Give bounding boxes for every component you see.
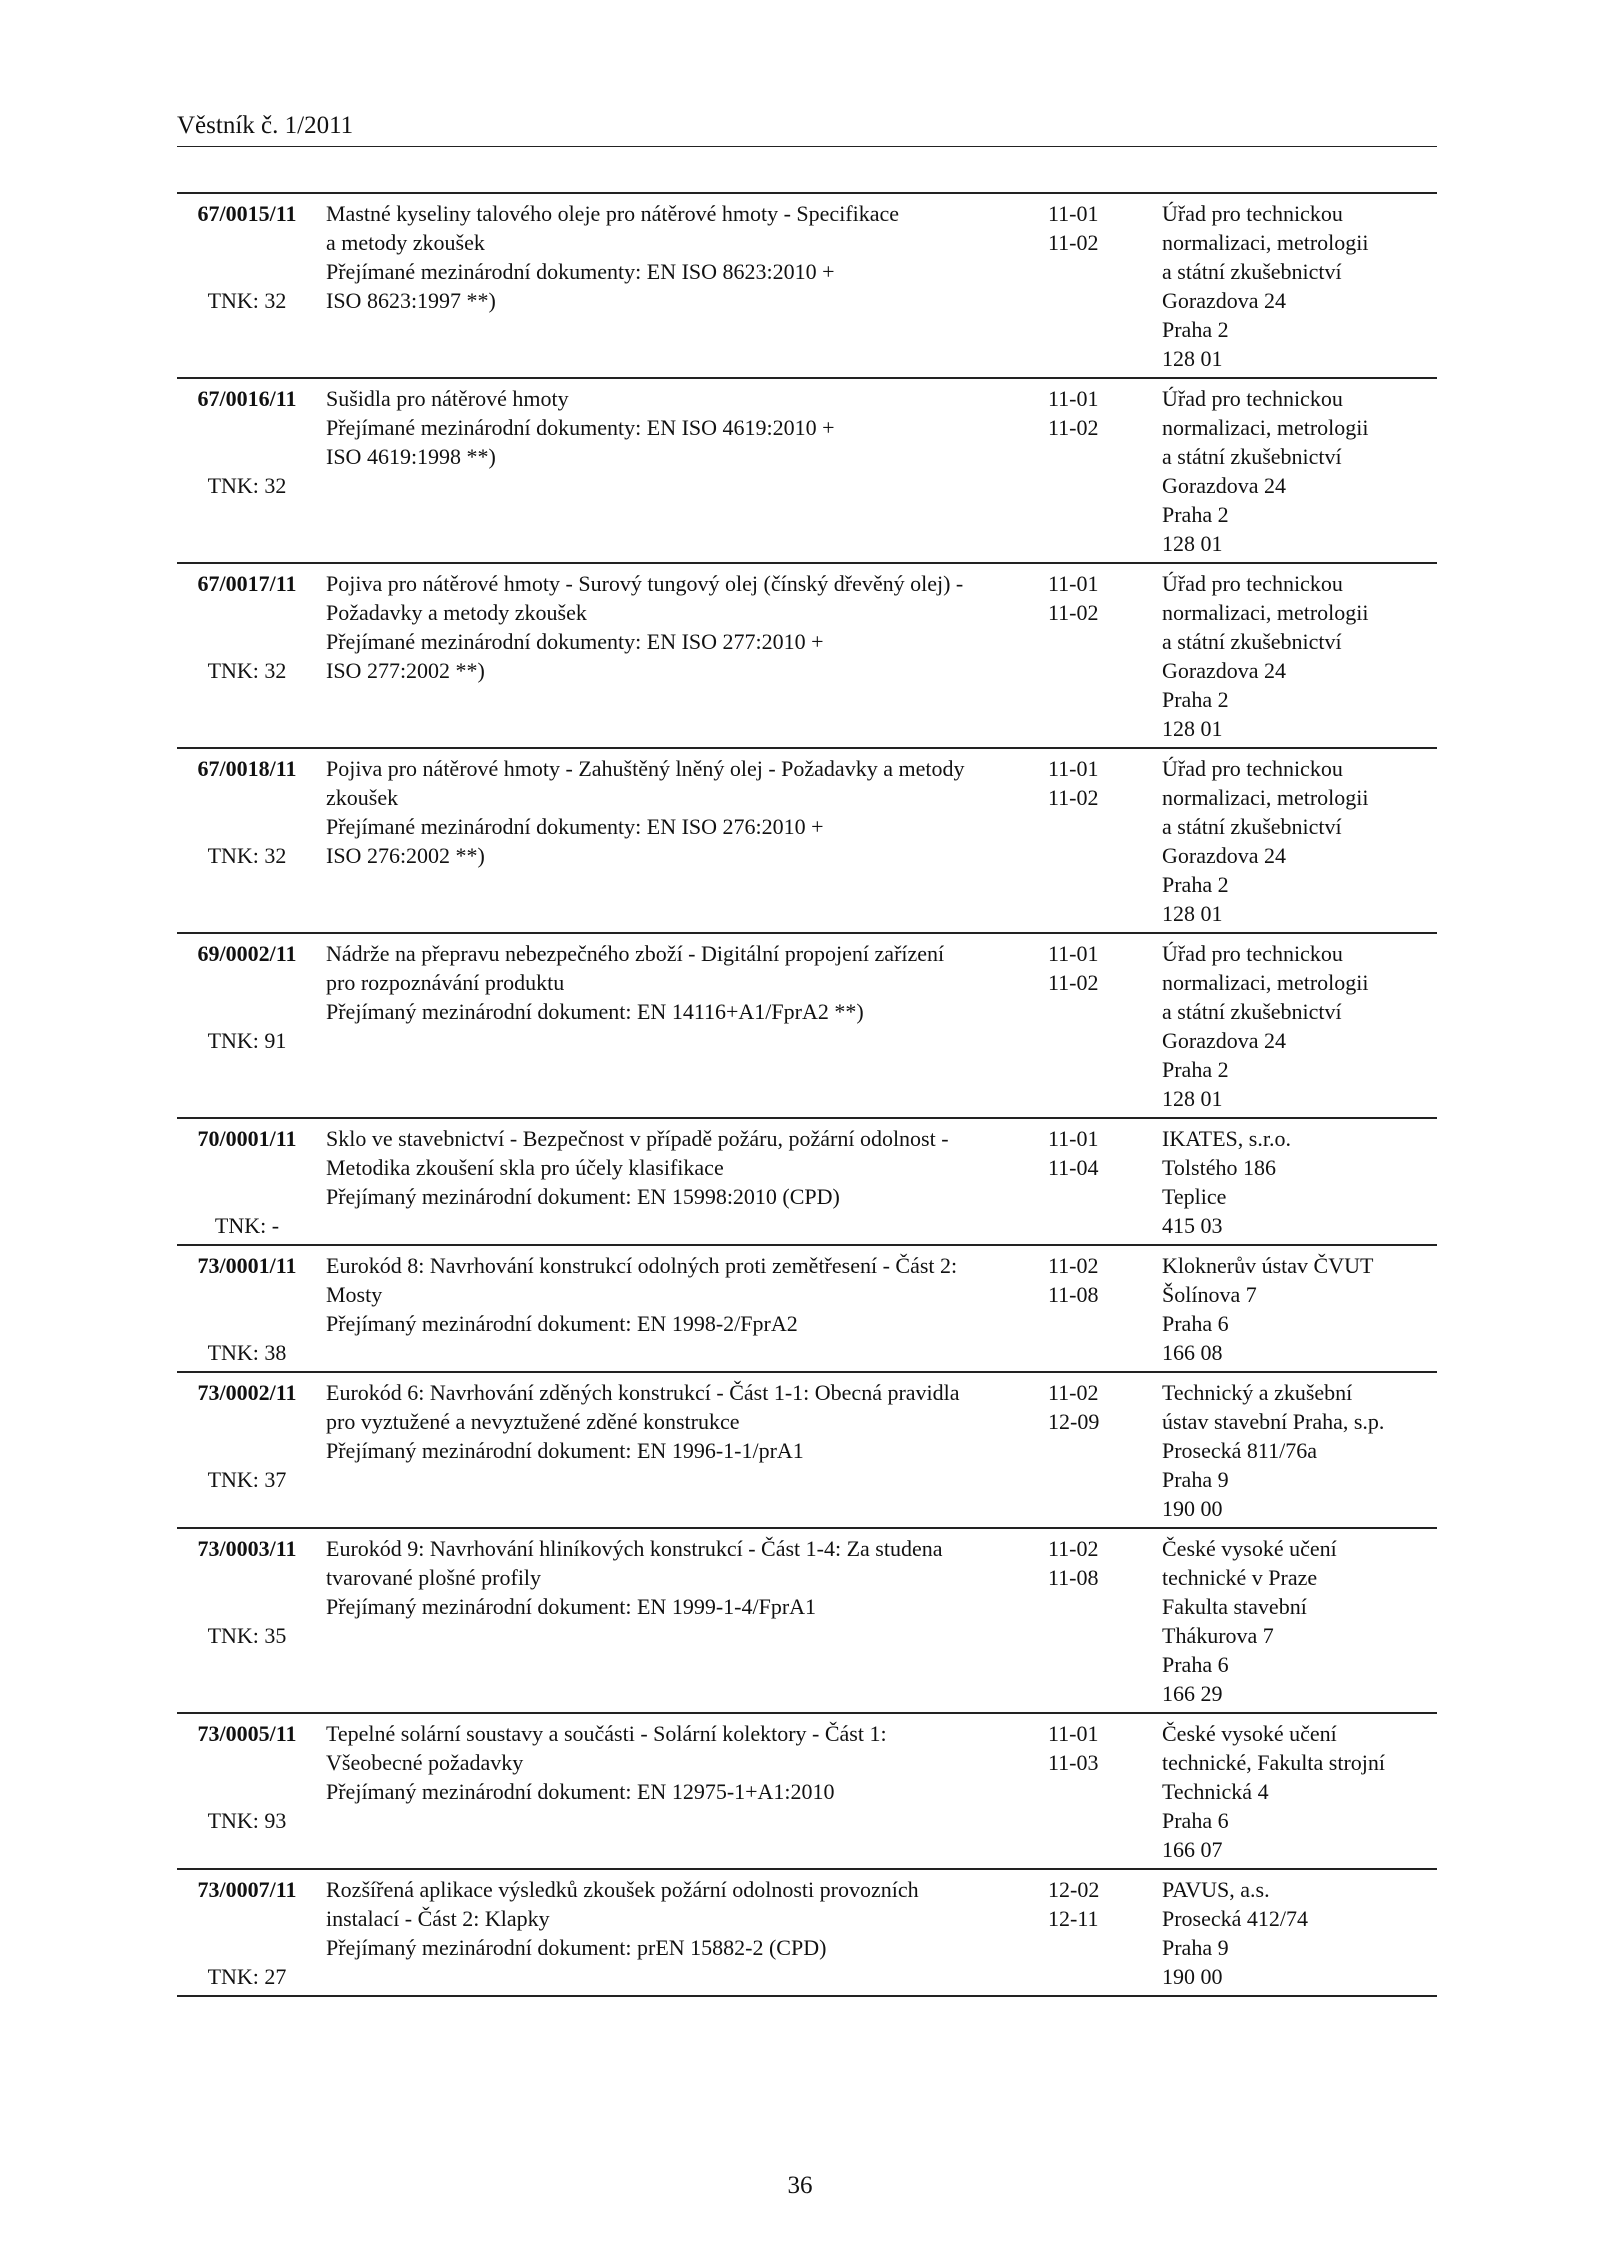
- description-line: Přejímané mezinárodní dokumenty: EN ISO 8623:2010 +: [326, 259, 835, 284]
- organization-line: ústav stavební Praha, s.p.: [1162, 1409, 1385, 1434]
- standard-id: 73/0001/11: [197, 1253, 297, 1278]
- organization-line: Praha 9: [1162, 1935, 1229, 1960]
- tnk-label: TNK: 38: [207, 1340, 287, 1365]
- organization-line: 128 01: [1162, 1086, 1223, 1111]
- description-line: Přejímaný mezinárodní dokument: EN 15998:2010 (CPD): [326, 1184, 840, 1209]
- dates-cell: [1048, 1875, 1162, 1991]
- table-row: [177, 564, 1437, 749]
- tnk-label: TNK: 91: [207, 1028, 287, 1053]
- standard-id: 70/0001/11: [197, 1126, 297, 1151]
- tnk-label: TNK: 37: [207, 1467, 287, 1492]
- organization-line: normalizaci, metrologii: [1162, 970, 1369, 995]
- description-line: tvarované plošné profily: [326, 1565, 542, 1590]
- standard-id: 73/0002/11: [197, 1380, 297, 1405]
- organization-cell: [1162, 939, 1437, 1113]
- description-line: Metodika zkoušení skla pro účely klasifikace: [326, 1155, 724, 1180]
- description-line: a metody zkoušek: [326, 230, 485, 255]
- organization-line: IKATES, s.r.o.: [1162, 1126, 1291, 1151]
- organization-line: technické v Praze: [1162, 1565, 1318, 1590]
- organization-line: technické, Fakulta strojní: [1162, 1750, 1385, 1775]
- standard-id: 67/0015/11: [197, 201, 297, 226]
- description-cell: [317, 1719, 1048, 1864]
- organization-line: Úřad pro technickou: [1162, 201, 1343, 226]
- header-rule: [177, 146, 1437, 147]
- dates-cell: [1048, 1378, 1162, 1523]
- tnk-label: TNK: 35: [207, 1623, 287, 1648]
- organization-line: Praha 2: [1162, 1057, 1229, 1082]
- organization-line: 166 29: [1162, 1681, 1223, 1706]
- date-line: 11-08: [1048, 1565, 1099, 1590]
- standard-id: 73/0007/11: [197, 1877, 297, 1902]
- description-line: Eurokód 9: Navrhování hliníkových konstrukcí - Část 1-4: Za studena: [326, 1536, 943, 1561]
- organization-line: a státní zkušebnictví: [1162, 999, 1342, 1024]
- description-line: Sklo ve stavebnictví - Bezpečnost v případě požáru, požární odolnost -: [326, 1126, 949, 1151]
- organization-line: normalizaci, metrologii: [1162, 600, 1369, 625]
- standard-id: 69/0002/11: [197, 941, 297, 966]
- description-line: Přejímané mezinárodní dokumenty: EN ISO 277:2010 +: [326, 629, 824, 654]
- organization-cell: [1162, 1875, 1437, 1991]
- dates-cell: [1048, 1124, 1162, 1240]
- organization-cell: [1162, 754, 1437, 928]
- id-cell: [177, 384, 317, 558]
- page-header-title: Věstník č. 1/2011: [177, 112, 354, 139]
- organization-line: Technický a zkušební: [1162, 1380, 1353, 1405]
- organization-line: 415 03: [1162, 1213, 1223, 1238]
- date-line: 11-02: [1048, 1536, 1099, 1561]
- description-line: Přejímaný mezinárodní dokument: EN 1999-1-4/FprA1: [326, 1594, 817, 1619]
- table-row: [177, 1246, 1437, 1373]
- organization-line: Šolínova 7: [1162, 1282, 1257, 1307]
- organization-line: Praha 2: [1162, 502, 1229, 527]
- organization-cell: [1162, 1719, 1437, 1864]
- tnk-label: TNK: 93: [207, 1808, 287, 1833]
- dates-cell: [1048, 939, 1162, 1113]
- dates-cell: [1048, 384, 1162, 558]
- dates-cell: [1048, 199, 1162, 373]
- date-line: 11-01: [1048, 386, 1099, 411]
- organization-line: 166 08: [1162, 1340, 1223, 1365]
- id-cell: [177, 1124, 317, 1240]
- standard-id: 73/0005/11: [197, 1721, 297, 1746]
- table-row: [177, 1373, 1437, 1529]
- tnk-label: TNK: -: [214, 1213, 280, 1238]
- description-line: ISO 276:2002 **): [326, 843, 485, 868]
- date-line: 11-02: [1048, 1253, 1099, 1278]
- date-line: 12-09: [1048, 1409, 1100, 1434]
- date-line: 11-08: [1048, 1282, 1099, 1307]
- description-line: Pojiva pro nátěrové hmoty - Surový tungový olej (čínský dřevěný olej) -: [326, 571, 964, 596]
- id-cell: [177, 1719, 317, 1864]
- description-cell: [317, 569, 1048, 743]
- table-row: [177, 1119, 1437, 1246]
- description-cell: [317, 1875, 1048, 1991]
- organization-cell: [1162, 1124, 1437, 1240]
- id-cell: [177, 569, 317, 743]
- organization-line: Thákurova 7: [1162, 1623, 1274, 1648]
- description-line: Eurokód 6: Navrhování zděných konstrukcí - Část 1-1: Obecná pravidla: [326, 1380, 960, 1405]
- organization-cell: [1162, 1534, 1437, 1708]
- description-line: pro vyztužené a nevyztužené zděné konstrukce: [326, 1409, 740, 1434]
- date-line: 11-01: [1048, 1721, 1099, 1746]
- description-line: ISO 8623:1997 **): [326, 288, 496, 313]
- description-cell: [317, 1251, 1048, 1367]
- organization-line: Prosecká 412/74: [1162, 1906, 1309, 1931]
- organization-line: Praha 6: [1162, 1808, 1229, 1833]
- date-line: 11-03: [1048, 1750, 1099, 1775]
- date-line: 11-02: [1048, 415, 1099, 440]
- date-line: 11-02: [1048, 785, 1099, 810]
- date-line: 11-04: [1048, 1155, 1099, 1180]
- description-line: Přejímaný mezinárodní dokument: EN 14116+A1/FprA2 **): [326, 999, 864, 1024]
- organization-line: 128 01: [1162, 901, 1223, 926]
- date-line: 11-01: [1048, 941, 1099, 966]
- table-row: [177, 1529, 1437, 1714]
- table-row: [177, 379, 1437, 564]
- description-line: Rozšířená aplikace výsledků zkoušek požární odolnosti provozních: [326, 1877, 919, 1902]
- standard-id: 67/0018/11: [197, 756, 297, 781]
- organization-line: 128 01: [1162, 346, 1223, 371]
- organization-line: Praha 2: [1162, 872, 1229, 897]
- description-line: Přejímané mezinárodní dokumenty: EN ISO 276:2010 +: [326, 814, 824, 839]
- organization-line: České vysoké učení: [1162, 1721, 1337, 1746]
- description-line: Eurokód 8: Navrhování konstrukcí odolných proti zemětřesení - Část 2:: [326, 1253, 958, 1278]
- description-cell: [317, 1378, 1048, 1523]
- date-line: 11-01: [1048, 1126, 1099, 1151]
- organization-line: 128 01: [1162, 716, 1223, 741]
- id-cell: [177, 1875, 317, 1991]
- organization-line: normalizaci, metrologii: [1162, 785, 1369, 810]
- organization-line: 190 00: [1162, 1964, 1223, 1989]
- organization-line: Úřad pro technickou: [1162, 941, 1343, 966]
- description-line: Nádrže na přepravu nebezpečného zboží - Digitální propojení zařízení: [326, 941, 945, 966]
- organization-line: Gorazdova 24: [1162, 473, 1287, 498]
- organization-line: normalizaci, metrologii: [1162, 415, 1369, 440]
- dates-cell: [1048, 1251, 1162, 1367]
- organization-line: a státní zkušebnictví: [1162, 814, 1342, 839]
- id-cell: [177, 1378, 317, 1523]
- description-line: instalací - Část 2: Klapky: [326, 1906, 550, 1931]
- description-line: Přejímané mezinárodní dokumenty: EN ISO 4619:2010 +: [326, 415, 835, 440]
- standard-id: 67/0016/11: [197, 386, 297, 411]
- standard-id: 73/0003/11: [197, 1536, 297, 1561]
- description-line: zkoušek: [326, 785, 399, 810]
- tnk-label: TNK: 32: [207, 843, 287, 868]
- organization-line: Úřad pro technickou: [1162, 756, 1343, 781]
- organization-line: Gorazdova 24: [1162, 658, 1287, 683]
- description-cell: [317, 384, 1048, 558]
- organization-line: Úřad pro technickou: [1162, 386, 1343, 411]
- date-line: 11-02: [1048, 230, 1099, 255]
- dates-cell: [1048, 569, 1162, 743]
- organization-line: Fakulta stavební: [1162, 1594, 1307, 1619]
- description-line: ISO 277:2002 **): [326, 658, 485, 683]
- organization-cell: [1162, 569, 1437, 743]
- table-row: [177, 1714, 1437, 1870]
- description-line: Přejímaný mezinárodní dokument: EN 1998-2/FprA2: [326, 1311, 798, 1336]
- date-line: 12-11: [1048, 1906, 1099, 1931]
- description-line: pro rozpoznávání produktu: [326, 970, 565, 995]
- date-line: 11-02: [1048, 1380, 1099, 1405]
- table-row: [177, 1870, 1437, 1997]
- table-row: [177, 749, 1437, 934]
- table-row: [177, 194, 1437, 379]
- description-cell: [317, 1124, 1048, 1240]
- id-cell: [177, 939, 317, 1113]
- description-cell: [317, 199, 1048, 373]
- description-line: Mastné kyseliny talového oleje pro nátěrové hmoty - Specifikace: [326, 201, 900, 226]
- tnk-label: TNK: 32: [207, 658, 287, 683]
- description-line: Přejímaný mezinárodní dokument: EN 12975-1+A1:2010: [326, 1779, 835, 1804]
- id-cell: [177, 1251, 317, 1367]
- organization-line: Praha 2: [1162, 317, 1229, 342]
- page-number: 36: [787, 2172, 813, 2199]
- description-line: Přejímaný mezinárodní dokument: EN 1996-1-1/prA1: [326, 1438, 804, 1463]
- id-cell: [177, 754, 317, 928]
- organization-line: Prosecká 811/76a: [1162, 1438, 1317, 1463]
- description-line: Požadavky a metody zkoušek: [326, 600, 587, 625]
- tnk-label: TNK: 32: [207, 288, 287, 313]
- organization-line: Praha 9: [1162, 1467, 1229, 1492]
- description-line: Přejímaný mezinárodní dokument: prEN 15882-2 (CPD): [326, 1935, 827, 1960]
- organization-line: Úřad pro technickou: [1162, 571, 1343, 596]
- tnk-label: TNK: 27: [207, 1964, 287, 1989]
- organization-cell: [1162, 1378, 1437, 1523]
- organization-cell: [1162, 384, 1437, 558]
- organization-line: Gorazdova 24: [1162, 1028, 1287, 1053]
- date-line: 11-01: [1048, 571, 1099, 596]
- organization-line: Praha 6: [1162, 1311, 1229, 1336]
- dates-cell: [1048, 1719, 1162, 1864]
- organization-line: a státní zkušebnictví: [1162, 629, 1342, 654]
- table-row: [177, 934, 1437, 1119]
- organization-line: Gorazdova 24: [1162, 843, 1287, 868]
- organization-line: Gorazdova 24: [1162, 288, 1287, 313]
- tnk-label: TNK: 32: [207, 473, 287, 498]
- description-line: Tepelné solární soustavy a součásti - Solární kolektory - Část 1:: [326, 1721, 887, 1746]
- dates-cell: [1048, 754, 1162, 928]
- date-line: 11-01: [1048, 756, 1099, 781]
- organization-line: České vysoké učení: [1162, 1536, 1337, 1561]
- date-line: 11-02: [1048, 600, 1099, 625]
- date-line: 11-02: [1048, 970, 1099, 995]
- organization-line: Praha 6: [1162, 1652, 1229, 1677]
- description-line: Mosty: [326, 1282, 383, 1307]
- description-line: Sušidla pro nátěrové hmoty: [326, 386, 569, 411]
- date-line: 11-01: [1048, 201, 1099, 226]
- organization-line: Tolstého 186: [1162, 1155, 1276, 1180]
- organization-line: normalizaci, metrologii: [1162, 230, 1369, 255]
- id-cell: [177, 1534, 317, 1708]
- organization-line: 128 01: [1162, 531, 1223, 556]
- description-line: Všeobecné požadavky: [326, 1750, 524, 1775]
- organization-line: Kloknerův ústav ČVUT: [1162, 1253, 1374, 1278]
- organization-line: PAVUS, a.s.: [1162, 1877, 1270, 1902]
- organization-cell: [1162, 199, 1437, 373]
- organization-line: a státní zkušebnictví: [1162, 444, 1342, 469]
- organization-line: Technická 4: [1162, 1779, 1269, 1804]
- organization-line: Praha 2: [1162, 687, 1229, 712]
- description-cell: [317, 754, 1048, 928]
- organization-cell: [1162, 1251, 1437, 1367]
- description-cell: [317, 1534, 1048, 1708]
- description-line: Pojiva pro nátěrové hmoty - Zahuštěný lněný olej - Požadavky a metody: [326, 756, 965, 781]
- organization-line: 190 00: [1162, 1496, 1223, 1521]
- organization-line: Teplice: [1162, 1184, 1227, 1209]
- organization-line: a státní zkušebnictví: [1162, 259, 1342, 284]
- date-line: 12-02: [1048, 1877, 1100, 1902]
- dates-cell: [1048, 1534, 1162, 1708]
- standards-table: [177, 192, 1437, 1997]
- standard-id: 67/0017/11: [197, 571, 297, 596]
- description-line: ISO 4619:1998 **): [326, 444, 496, 469]
- description-cell: [317, 939, 1048, 1113]
- id-cell: [177, 199, 317, 373]
- organization-line: 166 07: [1162, 1837, 1223, 1862]
